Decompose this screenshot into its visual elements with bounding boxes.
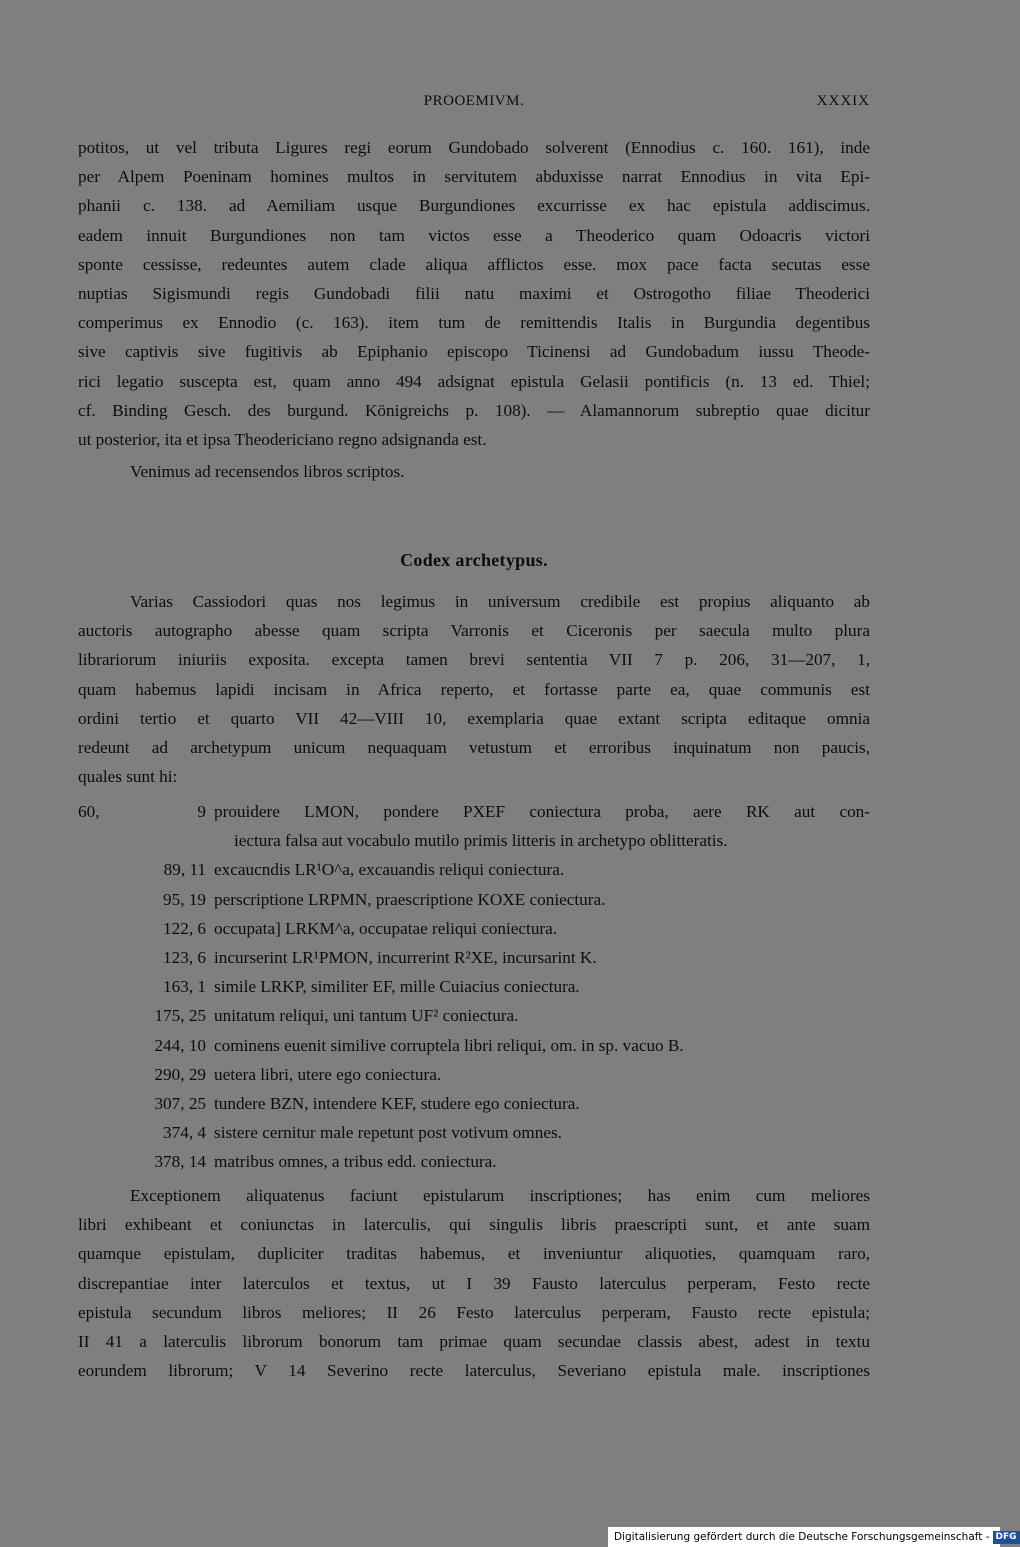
line-reference: 89, 11 (163, 860, 206, 880)
item-text: incurserint LR¹PMON, incurrerint R²XE, incursarint K. (214, 948, 597, 968)
line-reference: 378, 14 (154, 1152, 206, 1172)
line-reference: 60, 9 (78, 802, 206, 821)
list-item (78, 1118, 870, 1147)
list-item (78, 885, 870, 914)
list-item-continuation (78, 826, 870, 855)
text-line: ut posterior, ita et ipsa Theodericiano regno adsignanda est. (78, 430, 487, 450)
text-line: phanii c. 138. ad Aemiliam usque Burgundiones excurrisse ex hac epistula addiscimus. (78, 196, 870, 216)
line-reference: 244, 10 (154, 1035, 206, 1055)
funding-note: Digitalisierung gefördert durch die Deutsche Forschungsgemeinschaft - (614, 1531, 990, 1543)
text-line: sponte cessisse, redeuntes autem clade aliqua afflictos esse. mox pace facta secutas esse (78, 254, 870, 274)
paragraph-4 (78, 1181, 870, 1385)
list-item (78, 1089, 870, 1118)
dfg-logo: DFG (993, 1531, 1020, 1544)
line-reference: 163, 1 (163, 977, 206, 997)
line-reference: 374, 4 (163, 1123, 206, 1143)
item-text: cominens euenit similive corruptela libri reliqui, om. in sp. vacuo B. (214, 1035, 684, 1055)
line-reference: 122, 6 (163, 918, 206, 938)
funding-footer (608, 1527, 1017, 1547)
item-text: excaucndis LR¹O^a, excauandis reliqui coniectura. (214, 860, 565, 880)
text-line: cf. Binding Gesch. des burgund. Königreichs p. 108). — Alamannorum subreptio quae dicitur (78, 400, 870, 420)
text-line: potitos, ut vel tributa Ligures regi eorum Gundobado solverent (Ennodius c. 160. 161), inde (78, 138, 870, 157)
item-text: tundere BZN, intendere KEF, studere ego coniectura. (214, 1094, 580, 1114)
text-line: nuptias Sigismundi regis Gundobadi filii natu maximi et Ostrogotho filiae Theoderici (78, 284, 870, 304)
item-text: occupata] LRKM^a, occupatae reliqui coniectura. (214, 918, 558, 938)
paragraph-3 (78, 587, 870, 791)
text-line: comperimus ex Ennodio (c. 163). item tum de remittendis Italis in Burgundia degentibus (78, 313, 870, 333)
running-header (78, 93, 870, 113)
item-text: matribus omnes, a tribus edd. coniectura. (214, 1152, 497, 1172)
list-item (78, 914, 870, 943)
item-text: iectura falsa aut vocabulo mutilo primis litteris in archetypo oblitteratis. (234, 831, 728, 851)
list-item (78, 1147, 870, 1176)
list-item (78, 797, 870, 826)
item-text: uetera libri, utere ego coniectura. (214, 1064, 442, 1084)
list-item (78, 855, 870, 884)
item-text: unitatum reliqui, uni tantum UF² coniectura. (214, 1006, 519, 1026)
list-item (78, 972, 870, 1001)
list-item (78, 1001, 870, 1030)
text-line: II 41 a laterculis librorum bonorum tam primae quam secundae classis abest, adest in textu (78, 1332, 870, 1352)
text-line: Exceptionem aliquatenus faciunt epistularum inscriptiones; has enim cum meliores (130, 1186, 870, 1205)
text-line: epistula secundum libros meliores; II 26 Festo laterculus perperam, Fausto recte epistula; (78, 1302, 870, 1322)
text-line: eorundem librorum; V 14 Severino recte laterculus, Severiano epistula male. inscriptiones (78, 1361, 870, 1381)
text-line: Venimus ad recensendos libros scriptos. (130, 462, 405, 481)
item-text: simile LRKP, similiter EF, mille Cuiacius coniectura. (214, 977, 580, 997)
text-line: libri exhibeant et coniunctas in laterculis, qui singulis libris praescripti sunt, et ante suam (78, 1215, 870, 1235)
text-line: ordini tertio et quarto VII 42—VIII 10, exemplaria quae extant scripta editaque omnia (78, 708, 870, 728)
section-heading: Codex archetypus. (400, 550, 548, 570)
paragraph-2 (78, 457, 870, 486)
text-line: quam habemus lapidi incisam in Africa reperto, et fortasse parte ea, quae communis est (78, 679, 870, 699)
corruptions-list (78, 797, 870, 1177)
text-line: librariorum iniuriis exposita. excepta tamen brevi sententia VII 7 p. 206, 31—207, 1, (78, 650, 870, 670)
running-title: PROOEMIVM. (423, 93, 525, 109)
item-text: perscriptione LRPMN, praescriptione KOXE coniectura. (214, 889, 606, 909)
text-line: discrepantiae inter laterculos et textus, ut I 39 Fausto laterculus perperam, Festo recte (78, 1273, 870, 1293)
text-line: sive captivis sive fugitivis ab Epiphanio episcopo Ticinensi ad Gundobadum iussu Theode- (78, 342, 870, 362)
text-line: quales sunt hi: (78, 767, 178, 787)
line-reference: 307, 25 (154, 1094, 206, 1114)
page-number: XXXIX (816, 93, 870, 109)
line-reference: 175, 25 (154, 1006, 206, 1026)
text-line: auctoris autographo abesse quam scripta Varronis et Ciceronis per saecula multo plura (78, 621, 870, 641)
text-line: redeunt ad archetypum unicum nequaquam vetustum et erroribus inquinatum non paucis, (78, 738, 870, 758)
text-line: eadem innuit Burgundiones non tam victos esse a Theoderico quam Odoacris victori (78, 225, 870, 245)
text-line: per Alpem Poeninam homines multos in servitutem abduxisse narrat Ennodius in vita Epi- (78, 167, 870, 187)
line-reference: 95, 19 (163, 889, 206, 909)
list-item (78, 943, 870, 972)
list-item (78, 1031, 870, 1060)
item-text: sistere cernitur male repetunt post votivum omnes. (214, 1123, 562, 1143)
paragraph-1 (78, 133, 870, 454)
text-line: Varias Cassiodori quas nos legimus in universum credibile est propius aliquanto ab (130, 592, 870, 611)
line-reference: 123, 6 (163, 948, 206, 968)
text-line: quamque epistulam, dupliciter traditas habemus, et inveniuntur aliquoties, quamquam raro, (78, 1244, 870, 1264)
list-item (78, 1060, 870, 1089)
item-text: prouidere LMON, pondere PXEF coniectura proba, aere RK aut con- (214, 802, 870, 821)
text-line: rici legatio suscepta est, quam anno 494 adsignat epistula Gelasii pontificis (n. 13 ed. Thiel; (78, 371, 870, 391)
line-reference: 290, 29 (154, 1064, 206, 1084)
